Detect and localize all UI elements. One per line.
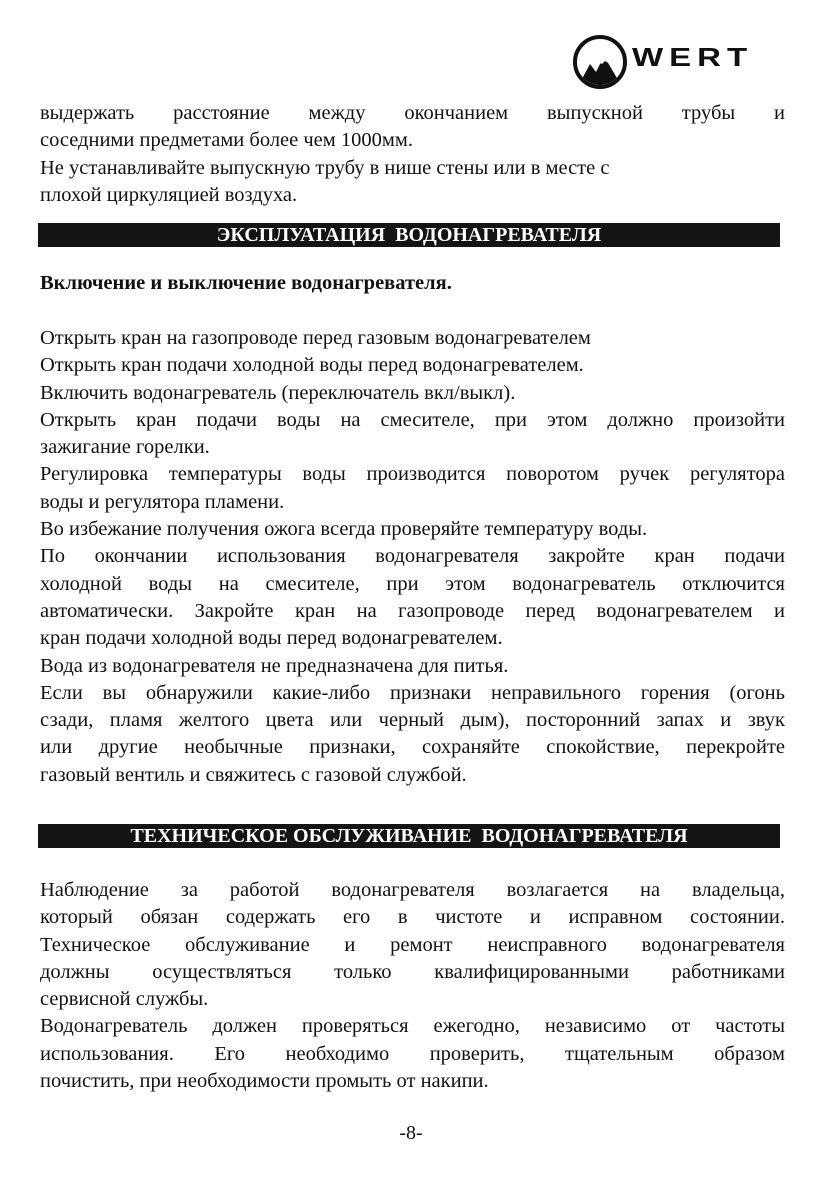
text-line: выдержать расстояние между окончанием выпускной трубы и — [40, 102, 785, 124]
text-line: Не устанавливайте выпускную трубу в нише стены или в месте с — [40, 156, 610, 179]
text-line: соседними предметами более чем 1000мм. — [40, 129, 413, 152]
text-line: Вода из водонагревателя не предназначена для питья. — [40, 654, 509, 677]
text-line: использования. Его необходимо проверить, тщательным образом — [40, 1042, 785, 1065]
intro-paragraph — [40, 100, 785, 209]
section-subtitle: Включение и выключение водонагревателя. — [40, 272, 452, 294]
section-banner-maintenance: ТЕХНИЧЕСКОЕ ОБСЛУЖИВАНИЕ ВОДОНАГРЕВАТЕЛЯ — [38, 824, 780, 848]
text-line: плохой циркуляцией воздуха. — [40, 183, 298, 206]
page-number: -8- — [399, 1122, 423, 1144]
text-line: почистить, при необходимости промыть от накипи. — [40, 1070, 489, 1093]
text-line: Регулировка температуры воды производится поворотом ручек регулятора — [40, 463, 785, 486]
section-banner-operation: ЭКСПЛУАТАЦИЯ ВОДОНАГРЕВАТЕЛЯ — [38, 223, 780, 247]
text-line: По окончании использования водонагревателя закройте кран подачи — [40, 545, 785, 568]
brand-logo — [572, 34, 786, 90]
text-line: Включить водонагреватель (переключатель вкл/выкл). — [40, 381, 516, 404]
text-line: или другие необычные признаки, сохраняйте спокойствие, перекройте — [40, 736, 785, 759]
text-line: сервисной службы. — [40, 988, 209, 1011]
text-line: газовый вентиль и свяжитесь с газовой службой. — [40, 763, 467, 786]
text-line: кран подачи холодной воды перед водонагревателем. — [40, 627, 503, 650]
text-line: Если вы обнаружили какие-либо признаки неправильного горения (огонь — [40, 681, 785, 704]
maintenance-instructions — [40, 877, 785, 1095]
text-line: Во избежание получения ожога всегда проверяйте температуру воды. — [40, 518, 648, 541]
text-line: холодной воды на смесителе, при этом водонагреватель отключится — [40, 572, 785, 595]
text-line: сзади, пламя желтого цвета или черный дым), посторонний запах и звук — [40, 709, 785, 732]
brand-name: WERT — [632, 42, 754, 72]
text-line: должны осуществляться только квалифицированными работниками — [40, 960, 785, 983]
text-line: автоматически. Закройте кран на газопроводе перед водонагревателем и — [40, 599, 785, 622]
text-line: Наблюдение за работой водонагревателя возлагается на владельца, — [40, 879, 785, 901]
text-line: Открыть кран подачи воды на смесителе, при этом должно произойти — [40, 408, 785, 431]
text-line: воды и регулятора пламени. — [40, 490, 285, 513]
text-line: Техническое обслуживание и ремонт неисправного водонагревателя — [40, 933, 785, 956]
text-line: Открыть кран на газопроводе перед газовым водонагревателем — [40, 327, 591, 349]
text-line: который обязан содержать его в чистоте и исправном состоянии. — [40, 906, 785, 929]
text-line: Водонагреватель должен проверяться ежегодно, независимо от частоты — [40, 1015, 785, 1038]
text-line: Открыть кран подачи холодной воды перед водонагревателем. — [40, 354, 584, 377]
text-line: зажигание горелки. — [40, 436, 210, 459]
mountain-logo-icon — [572, 34, 632, 90]
operation-instructions — [40, 325, 785, 789]
